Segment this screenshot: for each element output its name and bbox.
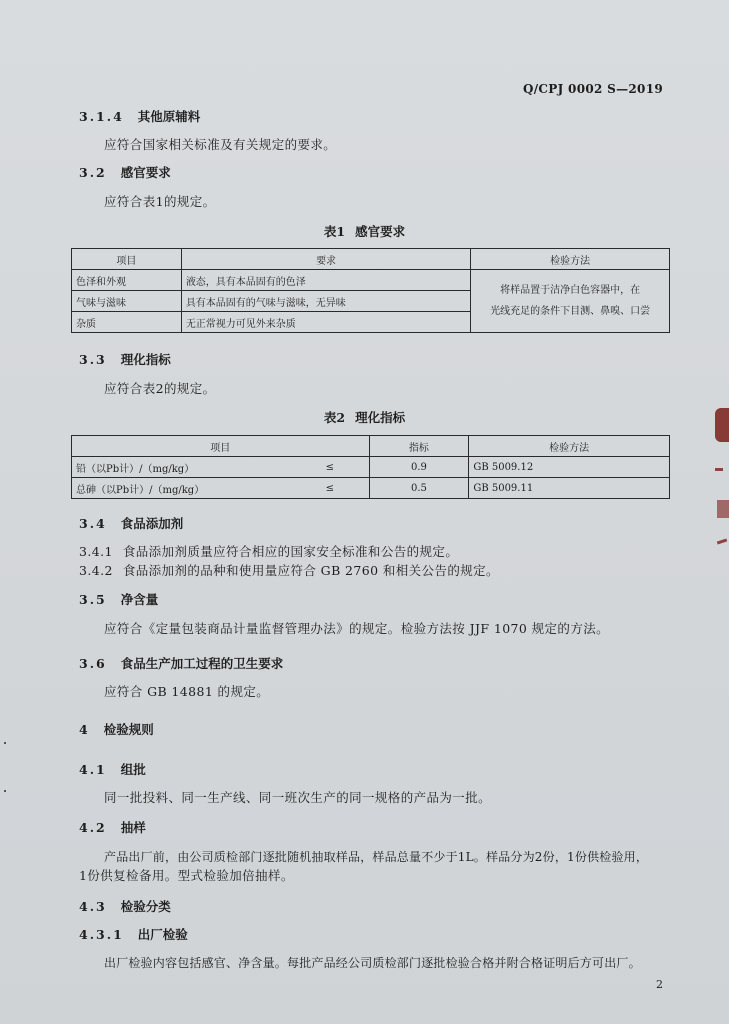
section-title: 感官要求 xyxy=(120,165,171,180)
section-4-1-text: 同一批投料、同一生产线、同一班次生产的同一规格的产品为一批。 xyxy=(104,790,492,805)
section-4-2-line1: 产品出厂前，由公司质检部门逐批随机抽取样品，样品总量不少于1L。样品分为2份，1份供检验用， xyxy=(104,850,649,864)
section-4-2-heading xyxy=(79,818,146,836)
section-3-5-text: 应符合《定量包装商品计量监督管理办法》的规定。检验方法按 JJF 1070 规定的方法。 xyxy=(104,621,610,636)
table-cell-method: GB 5009.12 xyxy=(469,457,670,478)
table1-caption-title: 感官要求 xyxy=(355,224,406,239)
section-number: 3.4 xyxy=(79,516,107,531)
section-number: 4.2 xyxy=(79,820,107,835)
table-cell-item: 总砷（以Pb计）/（mg/kg） xyxy=(72,478,292,499)
section-3-2-heading xyxy=(79,163,171,181)
table-header-row xyxy=(72,249,670,270)
seal-edge-mark xyxy=(715,408,729,442)
section-3-6-text: 应符合 GB 14881 的规定。 xyxy=(104,684,270,699)
seal-edge-mark xyxy=(717,500,729,518)
section-3-3-heading xyxy=(79,350,171,368)
section-title: 抽样 xyxy=(120,820,146,835)
section-3-1-4-text: 应符合国家相关标准及有关规定的要求。 xyxy=(104,137,337,152)
section-number: 3.5 xyxy=(79,592,107,607)
table-header-cell: 检验方法 xyxy=(471,249,670,270)
section-4-3-1-text: 出厂检验内容包括感官、净含量。每批产品经公司质检部门逐批检验合格并附合格证明后方可出厂。 xyxy=(104,956,641,970)
table-cell-item: 气味与滋味 xyxy=(72,291,182,312)
table1-caption-number: 表1 xyxy=(323,224,346,239)
table-row xyxy=(72,457,670,478)
section-title: 组批 xyxy=(120,762,146,777)
section-3-5-heading xyxy=(79,590,158,608)
section-title: 其他原辅料 xyxy=(137,109,201,124)
table2-caption-number: 表2 xyxy=(323,410,346,425)
table-header-cell: 项目 xyxy=(72,436,370,457)
table2-physicochemical xyxy=(71,435,670,499)
method-line-1: 将样品置于洁净白色容器中，在 xyxy=(500,285,641,296)
table-cell-item: 色泽和外观 xyxy=(72,270,182,291)
section-number: 3.4.1 xyxy=(79,544,113,559)
table-cell-method xyxy=(471,270,670,333)
table-header-cell: 要求 xyxy=(181,249,471,270)
section-3-6-heading xyxy=(79,654,283,672)
section-title: 食品生产加工过程的卫生要求 xyxy=(120,656,284,671)
section-number: 3.1.4 xyxy=(79,109,124,124)
section-3-1-4-heading xyxy=(79,107,200,125)
section-4-2-line2: 1份供复检备用。型式检验加倍抽样。 xyxy=(79,868,294,883)
table-cell-item: 杂质 xyxy=(72,312,182,333)
section-number: 4.3.1 xyxy=(79,927,124,942)
section-4-3-heading xyxy=(79,897,171,915)
table1-sensory xyxy=(71,248,670,333)
seal-edge-mark xyxy=(717,539,727,545)
section-number: 4 xyxy=(79,722,90,737)
scan-dot xyxy=(4,742,6,744)
table2-caption-title: 理化指标 xyxy=(355,410,406,425)
table-header-row xyxy=(72,436,670,457)
section-3-4-heading xyxy=(79,514,183,532)
section-text: 食品添加剂质量应符合相应的国家安全标准和公告的规定。 xyxy=(122,544,459,559)
section-number: 4.1 xyxy=(79,762,107,777)
section-title: 理化指标 xyxy=(120,352,171,367)
section-4-heading xyxy=(79,720,154,738)
table-cell-value: 0.5 xyxy=(369,478,469,499)
section-4-3-1-heading xyxy=(79,925,188,943)
section-number: 4.3 xyxy=(79,899,107,914)
section-title: 食品添加剂 xyxy=(120,516,184,531)
method-line-2: 光线充足的条件下目测、鼻嗅、口尝 xyxy=(490,306,651,317)
table1-caption xyxy=(0,222,729,240)
table-header-cell: 指标 xyxy=(369,436,469,457)
section-3-4-1 xyxy=(79,542,458,560)
seal-edge-mark xyxy=(715,468,723,471)
section-text: 食品添加剂的品种和使用量应符合 GB 2760 和相关公告的规定。 xyxy=(122,563,499,578)
table-row xyxy=(72,270,670,291)
section-title: 检验分类 xyxy=(120,899,171,914)
section-number: 3.3 xyxy=(79,352,107,367)
table-cell-requirement: 具有本品固有的气味与滋味，无异味 xyxy=(181,291,471,312)
section-3-3-text: 应符合表2的规定。 xyxy=(104,381,216,396)
section-3-2-text: 应符合表1的规定。 xyxy=(104,194,216,209)
table-cell-item: 铅（以Pb计）/（mg/kg） xyxy=(72,457,292,478)
table-cell-value: 0.9 xyxy=(369,457,469,478)
section-3-4-2 xyxy=(79,561,499,579)
table-row xyxy=(72,478,670,499)
table-cell-method: GB 5009.11 xyxy=(469,478,670,499)
table-cell-operator: ≤ xyxy=(291,457,369,478)
section-title: 净含量 xyxy=(120,592,159,607)
table2-caption xyxy=(0,408,729,426)
section-number: 3.6 xyxy=(79,656,107,671)
table-cell-requirement: 液态，具有本品固有的色泽 xyxy=(181,270,471,291)
table-header-cell: 项目 xyxy=(72,249,182,270)
section-title: 检验规则 xyxy=(103,722,154,737)
document-code: Q/CPJ 0002 S—2019 xyxy=(522,82,663,96)
section-number: 3.4.2 xyxy=(79,563,113,578)
page-number: 2 xyxy=(656,978,663,991)
scan-dot xyxy=(4,790,6,792)
section-number: 3.2 xyxy=(79,165,107,180)
table-header-cell: 检验方法 xyxy=(469,436,670,457)
section-title: 出厂检验 xyxy=(137,927,188,942)
section-4-1-heading xyxy=(79,760,146,778)
table-cell-requirement: 无正常视力可见外来杂质 xyxy=(181,312,471,333)
table-cell-operator: ≤ xyxy=(291,478,369,499)
